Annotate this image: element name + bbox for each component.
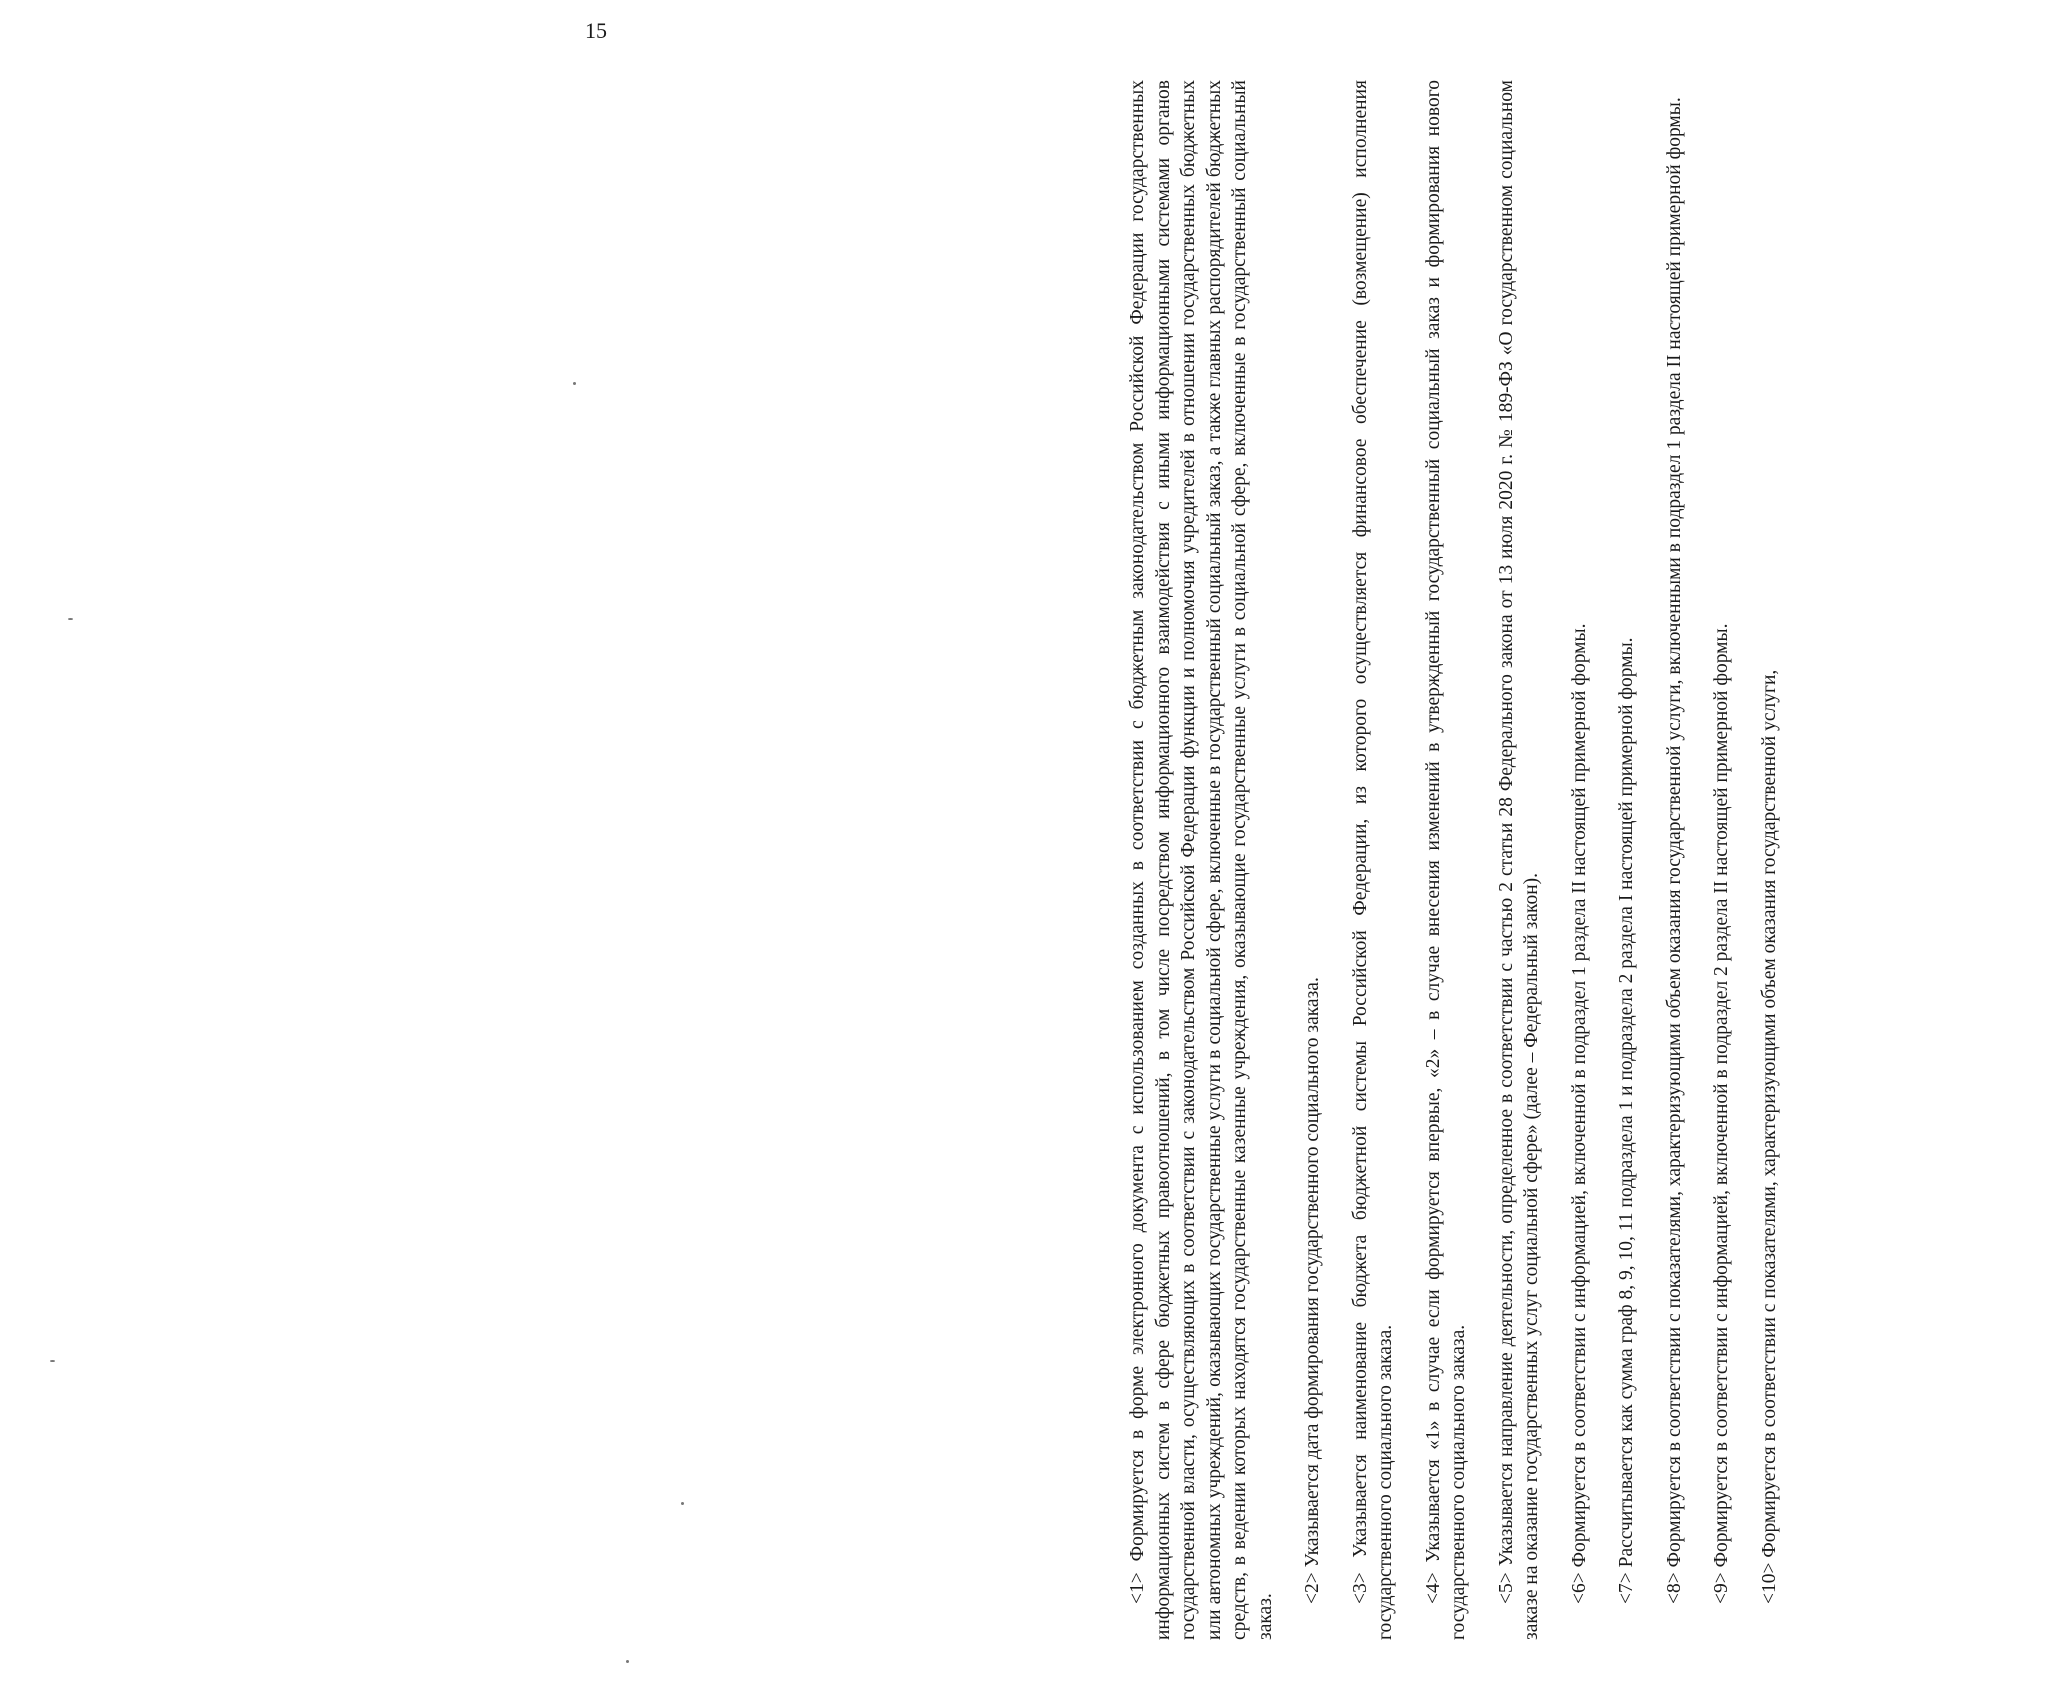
page-number: 15 — [585, 18, 607, 43]
footnote-8: <8> Формируется в соответствии с показателями, характеризующими объем оказания государственной услуги, включенными в подраздел 1 раздела II настоящей примерной формы. — [1663, 97, 1685, 1604]
footnote-5: <5> Указывается направление деятельности, определенное в соответствии с частью 2 статьи 28 Федерального закона от 13 июля 2020 г. № 189-ФЗ «О государственном социальном заказе на оказание государственных услуг социальной сфере» (далее – Федеральный закон). — [1495, 80, 1542, 1640]
footnote-7: <7> Рассчитывается как сумма граф 8, 9, 10, 11 подраздела 1 и подраздела 2 раздела I настоящей примерной формы. — [1616, 637, 1637, 1604]
footnote-2: <2> Указывается дата формирования государственного социального заказа. — [1302, 977, 1323, 1604]
footnotes-block — [1125, 80, 2055, 1640]
footnote-3: <3> Указывается наименование бюджета бюджетной системы Российской Федерации, из которого осуществляется финансовое обеспечение (возмещение) исполнения государственного социального заказа. — [1349, 80, 1396, 1640]
scan-speck — [626, 1660, 629, 1663]
footnote-10: <10> Формируется в соответствии с показателями, характеризующими объем оказания государственной услуги, — [1758, 669, 1780, 1604]
footnote-4: <4> Указывается «1» в случае если формируется впервые, «2» – в случае внесения изменений в утвержденный государственный социальный заказ и формирования нового государственного социального заказа. — [1422, 80, 1469, 1640]
scan-speck — [50, 1360, 55, 1362]
footnote-9: <9> Формируется в соответствии с информацией, включенной в подраздел 2 раздела II настоящей примерной формы. — [1711, 623, 1732, 1604]
scan-speck — [681, 1502, 684, 1505]
footnote-6: <6> Формируется в соответствии с информацией, включенной в подраздел 1 раздела II настоящей примерной формы. — [1568, 623, 1590, 1604]
scan-speck — [68, 618, 73, 620]
footnote-1: <1> Формируется в форме электронного документа с использованием созданных в соответствии с бюджетным законодательством Российской Федерации государственных информационных систем в сфере бюджетных правоотношений, в том числе посредством информационного взаимодействия с иными информационными системами органов государственной власти, осуществляющих в соответствии с законодательством Российской Федерации функции и полномочия учредителей в отношении государственных бюджетных или автономных учреждений, оказывающих государственные услуги в социальной сфере, включенные в государственный социальный заказ, а также главных распорядителей бюджетных средств, в ведении которых находятся государственные казенные учреждения, оказывающие государственные услуги в социальной сфере, включенные в государственный социальный заказ. — [1127, 80, 1276, 1640]
scan-speck — [573, 382, 576, 385]
